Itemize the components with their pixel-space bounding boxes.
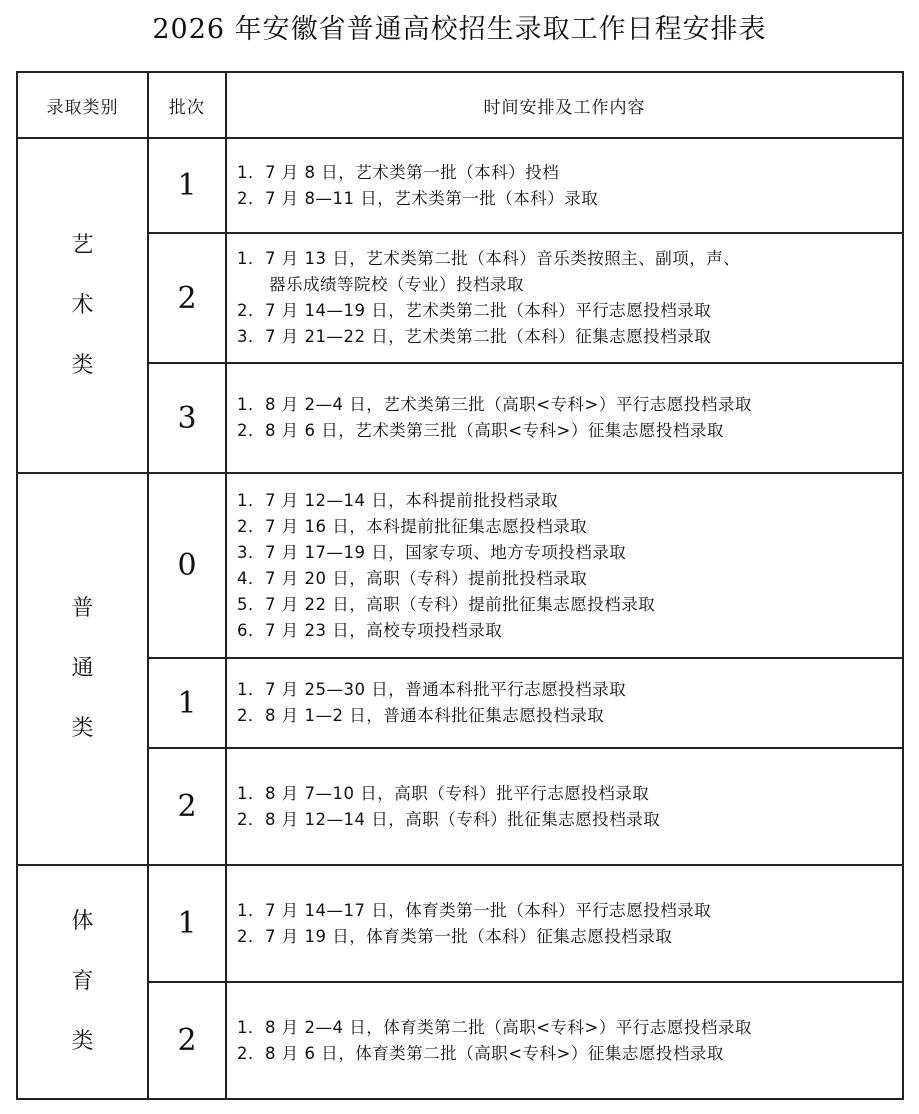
header-category: 录取类别 <box>17 72 148 138</box>
category-char: 育 <box>71 969 94 994</box>
schedule-item: 5．7 月 22 日，高职（专科）提前批征集志愿投档录取 <box>237 594 656 614</box>
schedule-item: 1．8 月 2—4 日，体育类第二批（高职<专科>）平行志愿投档录取 <box>237 1017 752 1037</box>
schedule-item: 1．7 月 14—17 日，体育类第一批（本科）平行志愿投档录取 <box>237 900 712 920</box>
batch-cell: 0 <box>148 473 226 658</box>
content-cell <box>226 748 903 865</box>
batch-cell: 2 <box>148 748 226 865</box>
table-row <box>17 138 903 233</box>
batch-cell: 2 <box>148 233 226 363</box>
table-row <box>17 473 903 658</box>
schedule-item: 1．8 月 7—10 日，高职（专科）批平行志愿投档录取 <box>237 783 650 803</box>
batch-cell: 1 <box>148 138 226 233</box>
category-char: 类 <box>71 716 94 741</box>
category-char: 术 <box>71 292 94 318</box>
schedule-item: 1．7 月 25—30 日，普通本科批平行志愿投档录取 <box>237 680 627 699</box>
content-cell <box>226 473 903 658</box>
category-char: 通 <box>71 656 94 681</box>
schedule-item: 2．7 月 14—19 日，艺术类第二批（本科）平行志愿投档录取 <box>237 301 712 320</box>
content-cell <box>226 865 903 982</box>
batch-cell: 1 <box>148 865 226 982</box>
schedule-item-continuation: 器乐成绩等院校（专业）投档录取 <box>269 275 524 294</box>
schedule-item: 2．7 月 19 日，体育类第一批（本科）征集志愿投档录取 <box>237 926 673 946</box>
content-cell <box>226 363 903 473</box>
schedule-item: 4．7 月 20 日，高职（专科）提前批投档录取 <box>237 568 588 588</box>
schedule-item: 2．8 月 12—14 日，高职（专科）批征集志愿投档录取 <box>237 809 661 829</box>
schedule-table <box>16 71 904 1100</box>
schedule-item: 2．7 月 16 日，本科提前批征集志愿投档录取 <box>237 516 588 536</box>
schedule-item: 1．8 月 2—4 日，艺术类第三批（高职<专科>）平行志愿投档录取 <box>237 395 752 414</box>
header-content: 时间安排及工作内容 <box>226 72 903 138</box>
header-row <box>17 72 903 138</box>
schedule-item: 2．7 月 8—11 日，艺术类第一批（本科）录取 <box>237 188 599 208</box>
category-char: 普 <box>71 596 94 621</box>
schedule-item: 6．7 月 23 日，高校专项投档录取 <box>237 620 503 640</box>
category-char: 体 <box>71 909 94 934</box>
schedule-item: 2．8 月 6 日，体育类第二批（高职<专科>）征集志愿投档录取 <box>237 1043 724 1063</box>
table-row <box>17 363 903 473</box>
batch-cell: 2 <box>148 982 226 1099</box>
schedule-item: 1．7 月 8 日，艺术类第一批（本科）投档 <box>237 162 560 182</box>
table-row <box>17 748 903 865</box>
category-char: 艺 <box>71 232 94 258</box>
schedule-item: 3．7 月 17—19 日，国家专项、地方专项投档录取 <box>237 542 627 562</box>
category-cell-art <box>17 138 148 473</box>
header-batch: 批次 <box>148 72 226 138</box>
category-char: 类 <box>71 352 94 378</box>
schedule-item: 2．8 月 6 日，艺术类第三批（高职<专科>）征集志愿投档录取 <box>237 421 724 440</box>
schedule-item: 1．7 月 12—14 日，本科提前批投档录取 <box>237 490 559 510</box>
category-cell-general <box>17 473 148 865</box>
content-cell <box>226 138 903 233</box>
schedule-item: 2．8 月 1—2 日，普通本科批征集志愿投档录取 <box>237 706 605 725</box>
schedule-item: 3．7 月 21—22 日，艺术类第二批（本科）征集志愿投档录取 <box>237 327 712 346</box>
batch-cell: 3 <box>148 363 226 473</box>
table-row <box>17 233 903 363</box>
content-cell <box>226 233 903 363</box>
batch-cell: 1 <box>148 658 226 748</box>
page-title: 2026 年安徽省普通高校招生录取工作日程安排表 <box>152 14 767 45</box>
table-row <box>17 865 903 982</box>
category-cell-sports <box>17 865 148 1099</box>
table-row <box>17 982 903 1099</box>
content-cell <box>226 658 903 748</box>
table-row <box>17 658 903 748</box>
category-char: 类 <box>71 1029 94 1054</box>
schedule-item: 1．7 月 13 日，艺术类第二批（本科）音乐类按照主、副项，声、 <box>237 249 741 268</box>
content-cell <box>226 982 903 1099</box>
